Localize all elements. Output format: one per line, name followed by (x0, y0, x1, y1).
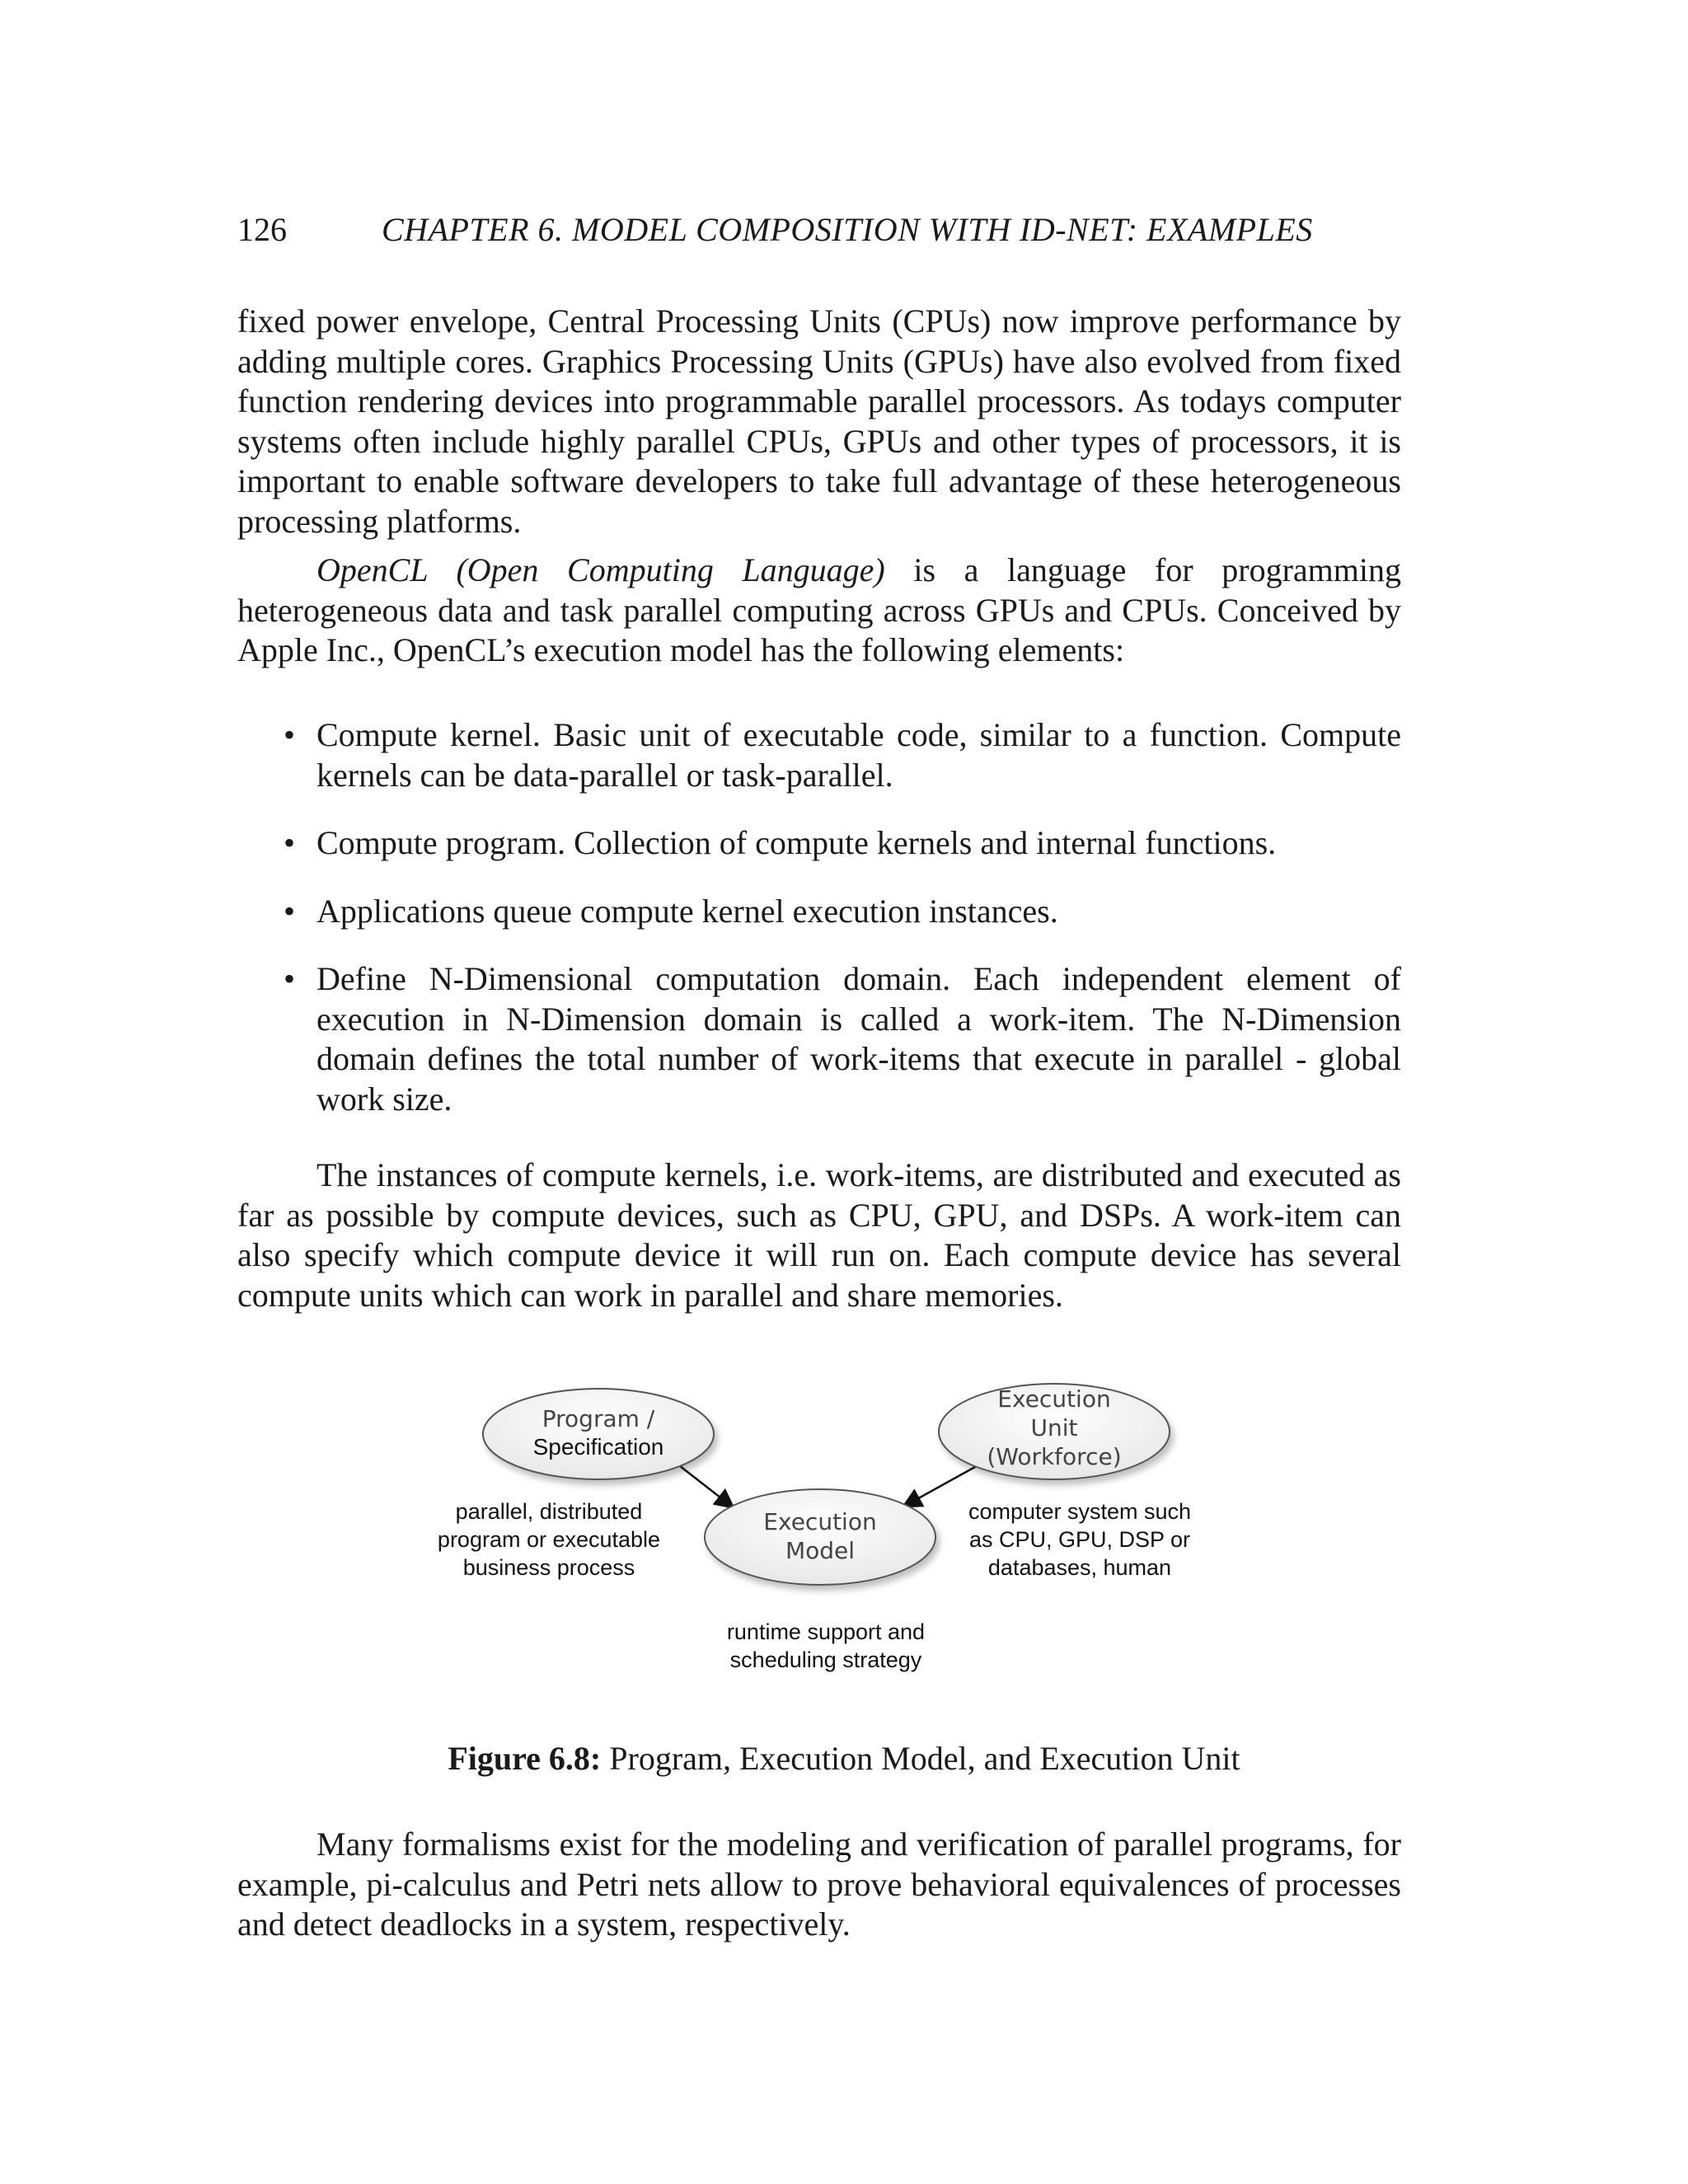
execution-model-list (237, 715, 1401, 1147)
bottom-annotation-line2: scheduling strategy (729, 1647, 922, 1672)
list-item-n-dimensional-domain: • Define N-Dimensional computation domain. Each independent element of execution in N-Dimension domain is called a work-item. The N-Dimension domain defines the total number of work-items that execute in parallel - global work size. (237, 959, 1401, 1119)
left-annotation-line3: business process (462, 1555, 635, 1580)
execution-model-line1: Execution (763, 1508, 877, 1535)
execution-model-line2: Model (785, 1537, 856, 1564)
program-node-line2: Specification (532, 1434, 664, 1460)
diagram-svg (412, 1372, 1203, 1702)
paragraph-opencl (237, 551, 1401, 671)
opencl-description: is a language for programming heterogeneous data and task parallel computing across GPUs and CPUs. Conceived by Apple Inc., OpenCL’s execution model has the following elements: (237, 551, 1402, 668)
arrow-program-to-model (676, 1463, 732, 1507)
page-number: 126 (237, 211, 287, 248)
figure-caption-label: Figure 6.8: (448, 1740, 602, 1777)
paragraph-formalisms: Many formalisms exist for the modeling and verification of parallel programs, for example, pi-calculus and Petri nets allow to prove behavioral equivalences of processes and detect deadlocks in a system, respectively. (237, 1825, 1401, 1943)
list-item-applications-queue: • Applications queue compute kernel execution instances. (237, 892, 1401, 932)
list-item-compute-kernel: • Compute kernel. Basic unit of executable code, similar to a function. Compute kernels can be data-parallel or task-parallel. (237, 715, 1401, 795)
paragraph-cpu-gpu: fixed power envelope, Central Processing Units (CPUs) now improve performance by adding multiple cores. Graphics Processing Units (GPUs) have also evolved from fixed function rendering devices into programmable parallel processors. As todays computer systems often include highly parallel CPUs, GPUs and other types of processors, it is important to enable software developers to take full advantage of these heterogeneous processing platforms. (237, 302, 1401, 540)
paragraph-work-items: The instances of compute kernels, i.e. work-items, are distributed and executed as far as possible by compute devices, such as CPU, GPU, and DSPs. A work-item can also specify which compute device it will run on. Each compute device has several compute units which can work in parallel and share memories. (237, 1156, 1401, 1314)
program-node-line1: Program / (542, 1405, 655, 1432)
right-annotation-line1: computer system such (968, 1499, 1192, 1524)
right-annotation-line3: databases, human (987, 1555, 1172, 1580)
figure-caption (0, 1739, 1688, 1778)
left-annotation-line2: program or executable (437, 1527, 661, 1552)
bottom-annotation-line1: runtime support and (726, 1619, 926, 1644)
figure-execution-model-diagram (412, 1372, 1203, 1702)
execution-unit-line3: (Workforce) (987, 1443, 1122, 1470)
opencl-term: OpenCL (Open Computing Language) (316, 551, 885, 588)
list-item-compute-program: • Compute program. Collection of compute kernels and internal functions. (237, 823, 1401, 864)
left-annotation-line1: parallel, distributed (455, 1499, 643, 1524)
page-header (237, 210, 1401, 260)
execution-unit-line2: Unit (1030, 1414, 1078, 1441)
running-head: CHAPTER 6. MODEL COMPOSITION WITH ID-NET: EXAMPLES (382, 211, 1313, 248)
figure-caption-text: Program, Execution Model, and Execution Unit (609, 1740, 1240, 1777)
execution-unit-line1: Execution (997, 1385, 1111, 1413)
right-annotation-line2: as CPU, GPU, DSP or (968, 1527, 1191, 1552)
